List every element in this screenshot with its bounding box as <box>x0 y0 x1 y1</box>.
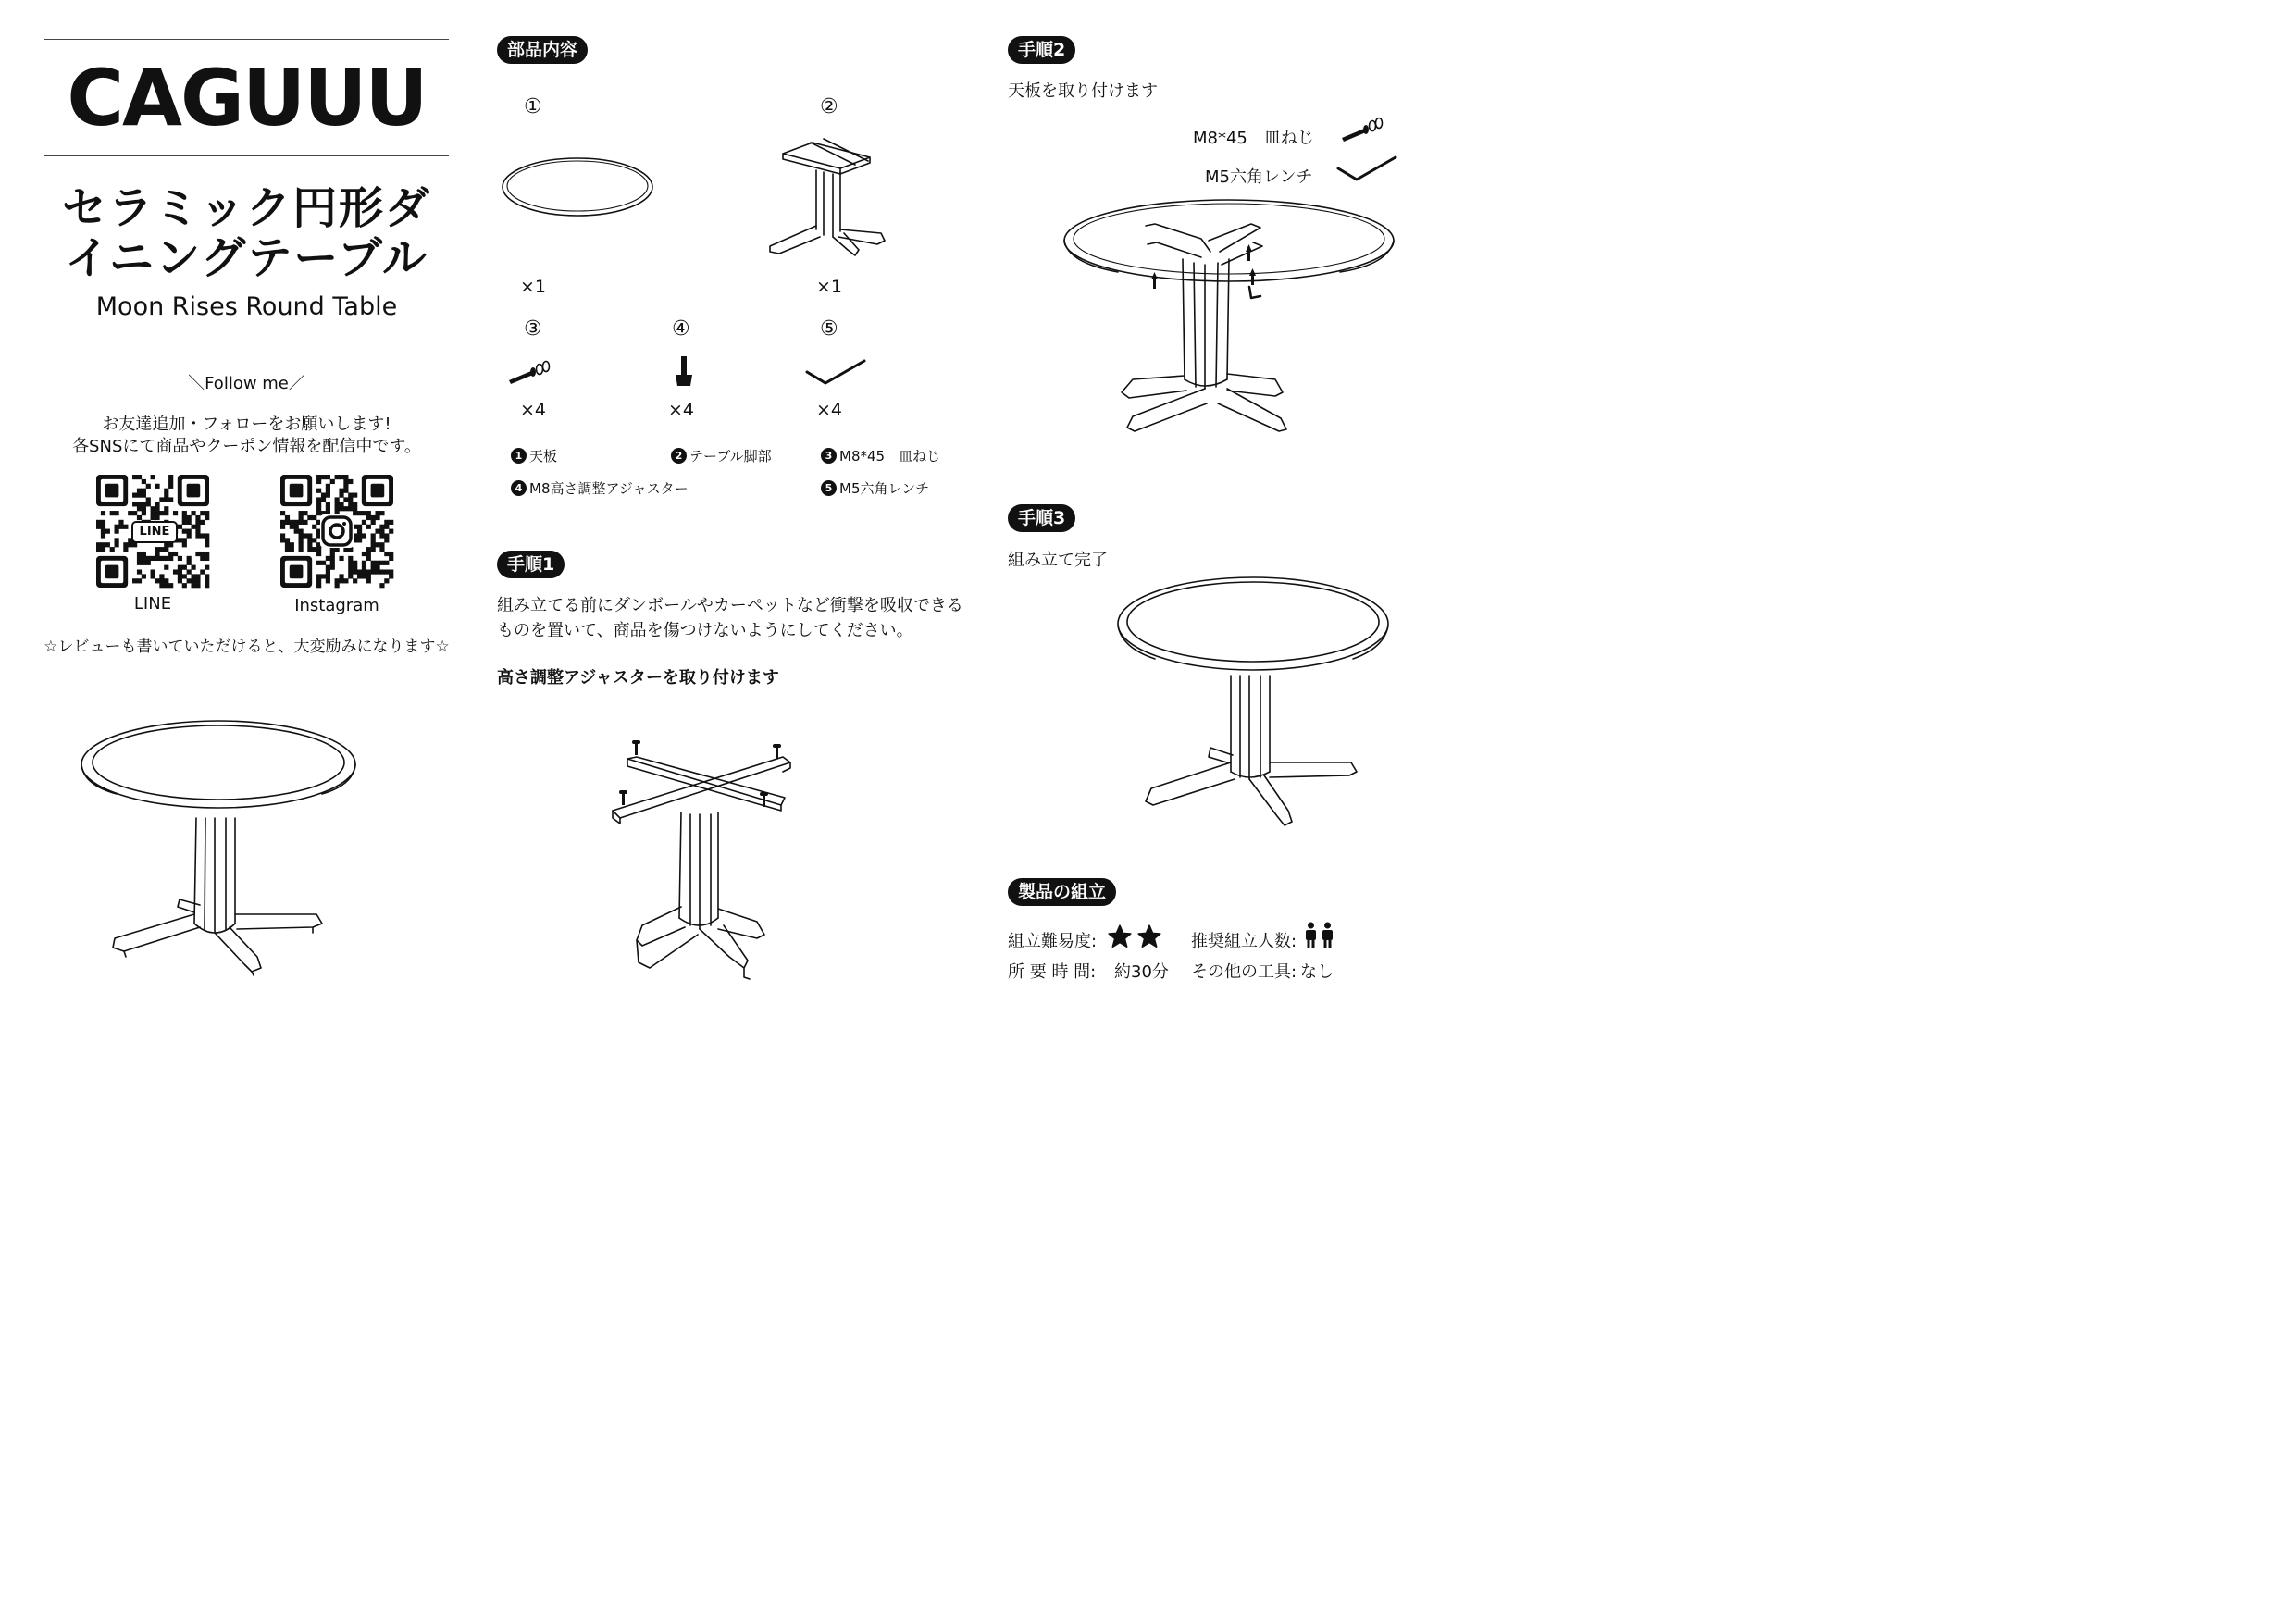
time-label: 所 要 時 間: <box>1008 962 1097 982</box>
step1-inverted-base-illustration <box>609 740 803 981</box>
legend-label-1: 天板 <box>529 448 558 465</box>
step2-text: 天板を取り付けます <box>1008 81 1158 101</box>
legend-number-4: 4 <box>511 480 527 496</box>
instagram-qr-label: Instagram <box>294 596 379 615</box>
difficulty-stars <box>1107 924 1162 951</box>
follow-line2: 各SNSにて商品やクーポン情報を配信中です。 <box>72 437 421 456</box>
step1-text-line2: ものを置いて、商品を傷つけないようにしてください。 <box>497 621 913 640</box>
part-hex-wrench-icon <box>805 357 866 385</box>
line-qr-center-label: LINE <box>131 521 178 543</box>
legend-item-4 <box>511 478 689 498</box>
legend-label-5: M5六角レンチ <box>839 480 930 497</box>
time-value: 約30分 <box>1114 962 1169 982</box>
part-screw-icon <box>507 360 553 386</box>
table-illustration-main <box>80 718 357 977</box>
top-rule <box>44 39 449 40</box>
product-title-en: Moon Rises Round Table <box>95 292 398 321</box>
part-adjuster-icon <box>673 356 695 388</box>
brand-rule <box>44 155 449 156</box>
follow-heading: ＼Follow me／ <box>188 374 305 393</box>
step2-hex-wrench-icon <box>1336 154 1397 185</box>
part-2-qty: ×1 <box>816 277 843 297</box>
star-icon <box>1107 924 1133 951</box>
step1-text-line1: 組み立てる前にダンボールやカーペットなど衝撃を吸収できる <box>497 596 963 615</box>
legend-item-2 <box>671 446 772 465</box>
line-qr-code[interactable] <box>96 475 209 588</box>
part-5-number: ⑤ <box>820 317 838 341</box>
step2-screw-label: M8*45 皿ねじ <box>1193 129 1314 148</box>
step1-subheading: 高さ調整アジャスターを取り付けます <box>497 668 779 688</box>
part-3-number: ③ <box>524 317 542 341</box>
recommended-people-icons <box>1305 922 1334 949</box>
product-title-line2: イニングテーブル <box>65 232 428 284</box>
person-icon <box>1322 922 1334 949</box>
part-4-qty: ×4 <box>668 400 695 420</box>
step3-completed-table-illustration <box>1114 574 1392 833</box>
legend-number-3: 3 <box>821 448 837 464</box>
instagram-qr-code[interactable] <box>280 475 393 588</box>
tools-value: なし <box>1300 962 1334 982</box>
parts-heading: 部品内容 <box>497 36 588 64</box>
step2-screw-icon <box>1340 116 1386 143</box>
tools-label: その他の工具: <box>1191 962 1297 982</box>
legend-number-1: 1 <box>511 448 527 464</box>
star-icon <box>1136 924 1162 951</box>
step3-heading: 手順3 <box>1008 504 1075 532</box>
people-label: 推奨組立人数: <box>1191 932 1297 951</box>
person-icon <box>1305 922 1317 949</box>
follow-line1: お友達追加・フォローをお願いします! <box>102 415 391 434</box>
part-1-qty: ×1 <box>520 277 547 297</box>
legend-label-3: M8*45 皿ねじ <box>839 448 941 465</box>
part-2-number: ② <box>820 95 838 118</box>
review-note: ☆レビューも書いていただけると、大変励みになります☆ <box>43 638 450 656</box>
part-tabletop-icon <box>501 155 658 220</box>
legend-number-5: 5 <box>821 480 837 496</box>
legend-item-3 <box>821 446 940 465</box>
part-leg-base-icon <box>766 137 896 257</box>
part-5-qty: ×4 <box>816 400 843 420</box>
step2-wrench-label: M5六角レンチ <box>1205 167 1313 187</box>
legend-item-5 <box>821 478 929 498</box>
line-qr-label: LINE <box>133 594 172 614</box>
product-title-line1: セラミック円形ダ <box>61 182 432 234</box>
step1-heading: 手順1 <box>497 551 565 578</box>
brand-logo: CAGUUU <box>67 53 427 143</box>
part-4-number: ④ <box>672 317 690 341</box>
part-3-qty: ×4 <box>520 400 547 420</box>
step3-text: 組み立て完了 <box>1008 551 1108 570</box>
legend-label-2: テーブル脚部 <box>689 448 772 465</box>
legend-item-1 <box>511 446 557 465</box>
assembly-heading: 製品の組立 <box>1008 878 1116 906</box>
step2-attach-top-illustration <box>1062 198 1405 439</box>
legend-number-2: 2 <box>671 448 687 464</box>
part-1-number: ① <box>524 95 542 118</box>
instagram-icon <box>320 514 354 548</box>
step2-heading: 手順2 <box>1008 36 1075 64</box>
legend-label-4: M8高さ調整アジャスター <box>529 480 689 497</box>
difficulty-label: 組立難易度: <box>1008 932 1098 951</box>
